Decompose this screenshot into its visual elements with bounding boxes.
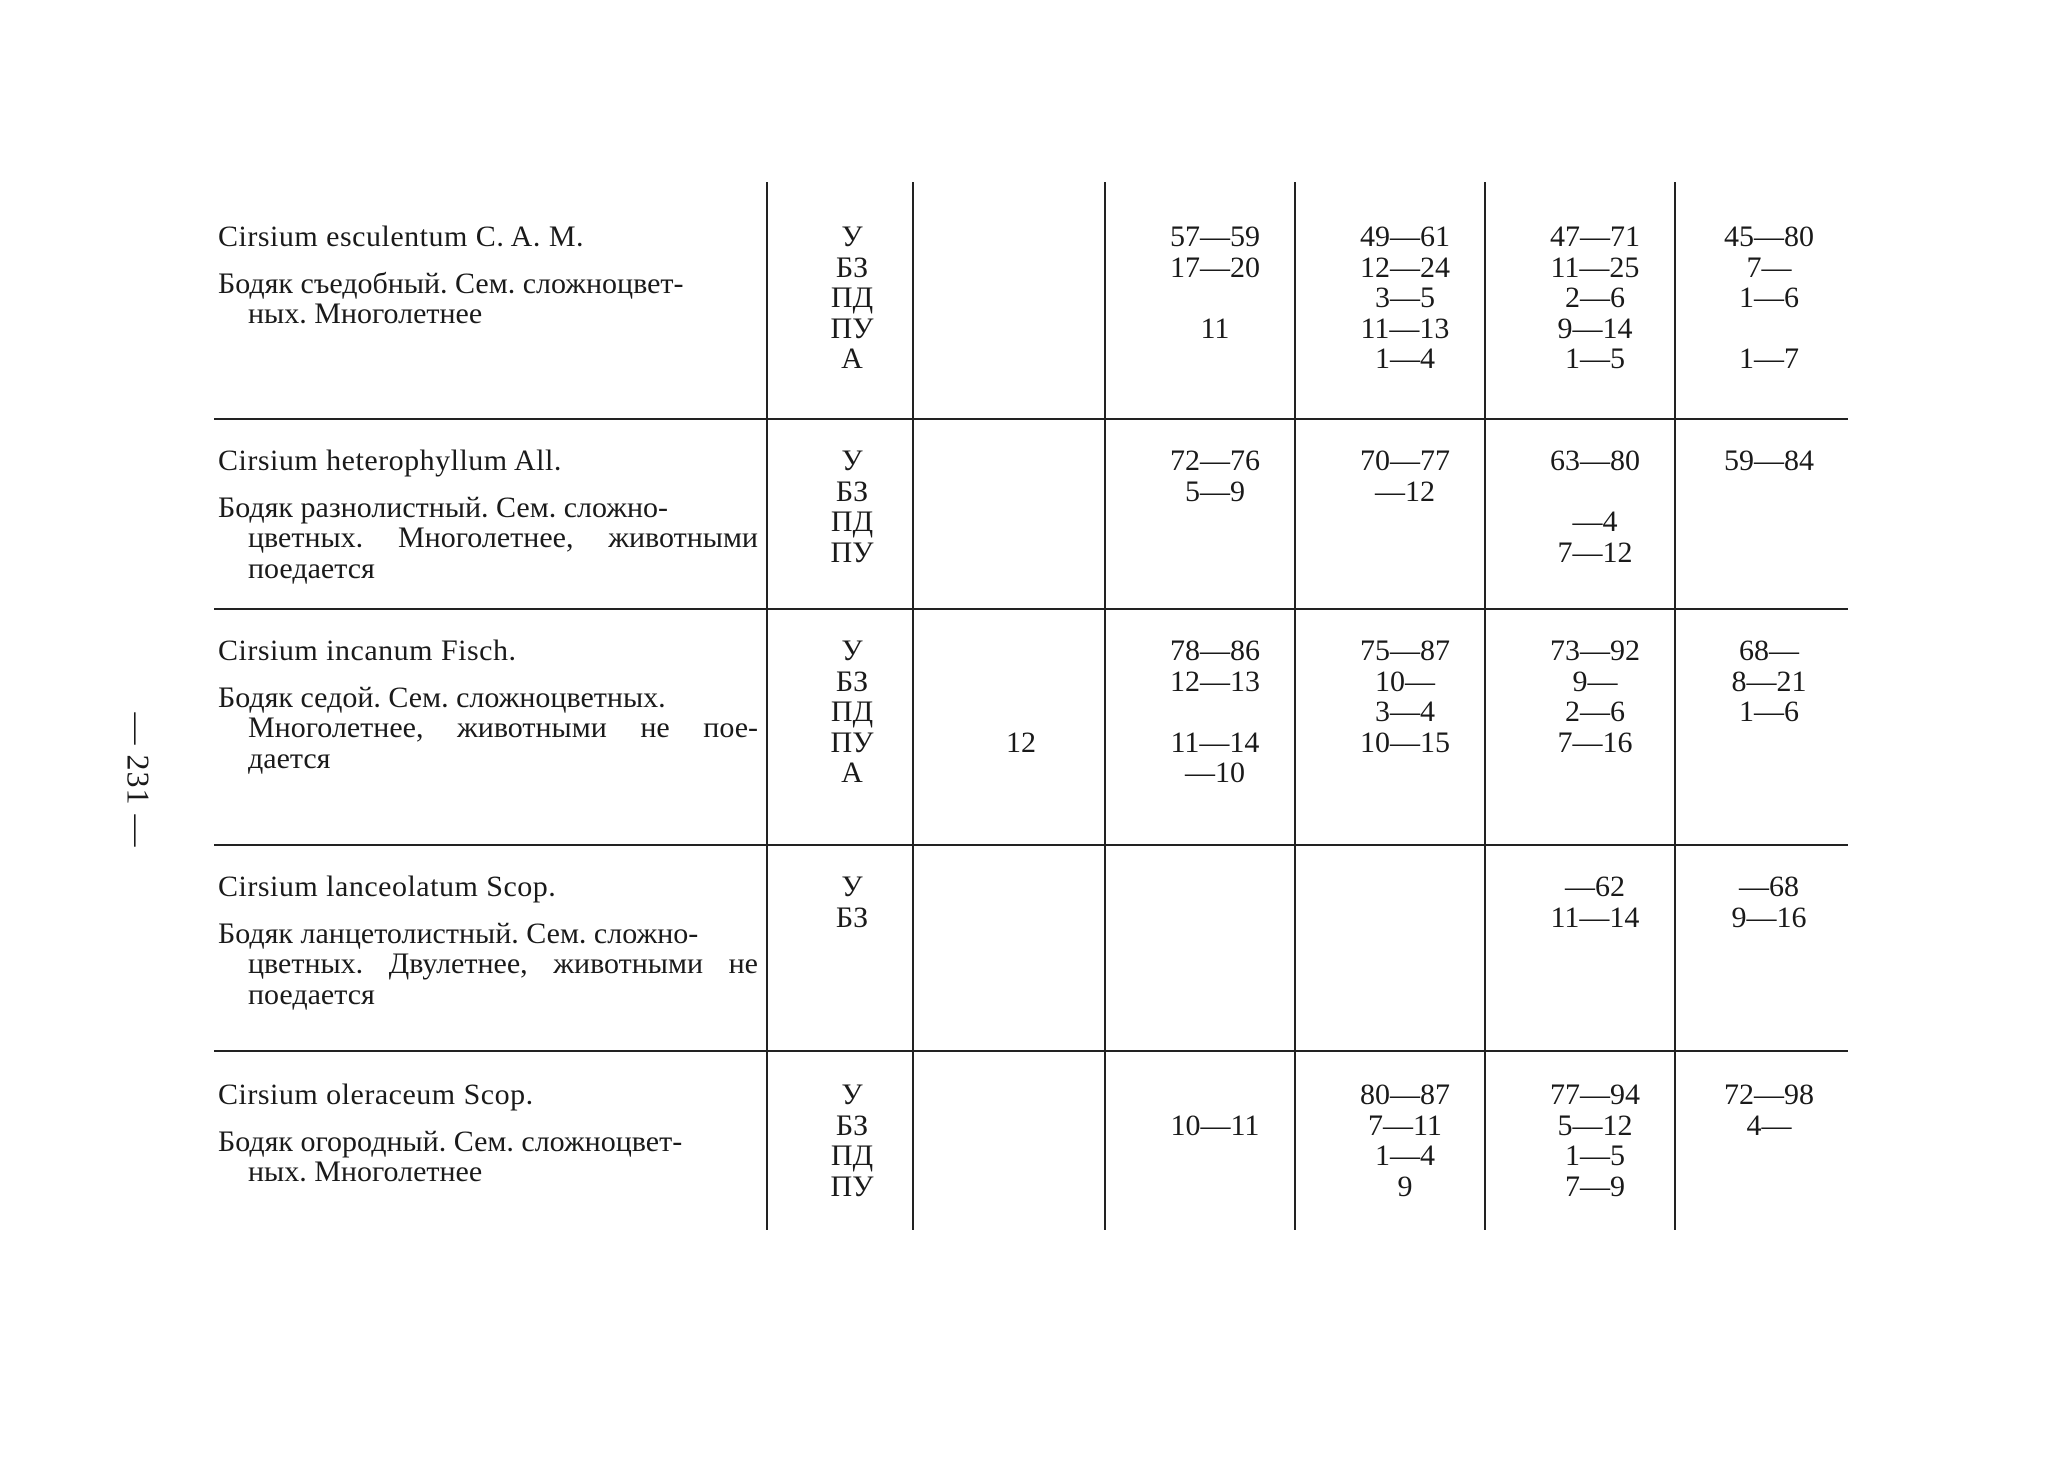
latin-name: Cirsium heterophyllum All. <box>218 444 562 477</box>
table-row <box>214 182 1848 418</box>
value-column-4: 73—92 9— 2—6 7—16 <box>1550 634 1640 759</box>
latin-name: Cirsium oleraceum Scop. <box>218 1078 534 1111</box>
species-description <box>218 446 758 584</box>
table-row <box>214 418 1848 608</box>
value-column-2: 72—76 5—9 <box>1170 444 1260 508</box>
value-column-2: 78—86 12—13 11—14 —10 <box>1170 634 1260 789</box>
species-description <box>218 872 758 1010</box>
species-description <box>218 636 758 774</box>
table-row <box>214 608 1848 844</box>
russian-description: Бодяк ланцетолистный. Сем. сложно- цветных. Двулетнее, животными не поедается <box>218 916 758 1011</box>
value-column-5: 59—84 <box>1724 444 1814 477</box>
table-row <box>214 844 1848 1050</box>
value-column-5: —68 9—16 <box>1731 870 1807 934</box>
value-column-3: 75—87 10— 3—4 10—15 <box>1360 634 1450 759</box>
latin-name: Cirsium lanceolatum Scop. <box>218 870 557 903</box>
indicator-column: У БЗ <box>835 870 869 934</box>
page-number: — 231 — <box>120 712 157 848</box>
value-column-5: 72—98 4— <box>1724 1078 1814 1142</box>
russian-description: Бодяк седой. Сем. сложноцветных. Многолетнее, животными не пое- дается <box>218 680 758 775</box>
value-column-3: 70—77 —12 <box>1360 444 1450 508</box>
value-column-5: 45—80 7— 1—6 1—7 <box>1724 220 1814 375</box>
value-column-4: 77—94 5—12 1—5 7—9 <box>1550 1078 1640 1203</box>
latin-name: Cirsium incanum Fisch. <box>218 634 517 667</box>
russian-description: Бодяк огородный. Сем. сложноцвет- ных. Многолетнее <box>218 1124 683 1188</box>
indicator-column: У БЗ ПД ПУ <box>830 1078 874 1203</box>
indicator-column: У БЗ ПД ПУ А <box>830 634 874 789</box>
indicator-column: У БЗ ПД ПУ А <box>830 220 874 375</box>
value-column-3: 80—87 7—11 1—4 9 <box>1360 1078 1450 1203</box>
species-description <box>218 222 758 330</box>
species-description <box>218 1080 758 1188</box>
value-column-4: —62 11—14 <box>1550 870 1640 934</box>
value-column-2: 10—11 <box>1170 1108 1260 1142</box>
russian-description: Бодяк съедобный. Сем. сложноцвет- ных. Многолетнее <box>218 266 684 330</box>
value-column-4: 47—71 11—25 2—6 9—14 1—5 <box>1550 220 1640 375</box>
indicator-column: У БЗ ПД ПУ <box>830 444 874 569</box>
russian-description: Бодяк разнолистный. Сем. сложно- цветных. Многолетнее, животными поедается <box>218 490 758 585</box>
value-column-4: 63—80 —4 7—12 <box>1550 444 1640 569</box>
latin-name: Cirsium esculentum C. A. M. <box>218 220 584 253</box>
table-row <box>214 1050 1848 1230</box>
plant-table <box>214 182 1848 1230</box>
value-column-3: 49—61 12—24 3—5 11—13 1—4 <box>1360 220 1450 375</box>
value-column-5: 68— 8—21 1—6 <box>1731 634 1807 728</box>
value-column-2: 57—59 17—20 11 <box>1170 220 1260 345</box>
value-column-1: 12 <box>1006 725 1036 759</box>
